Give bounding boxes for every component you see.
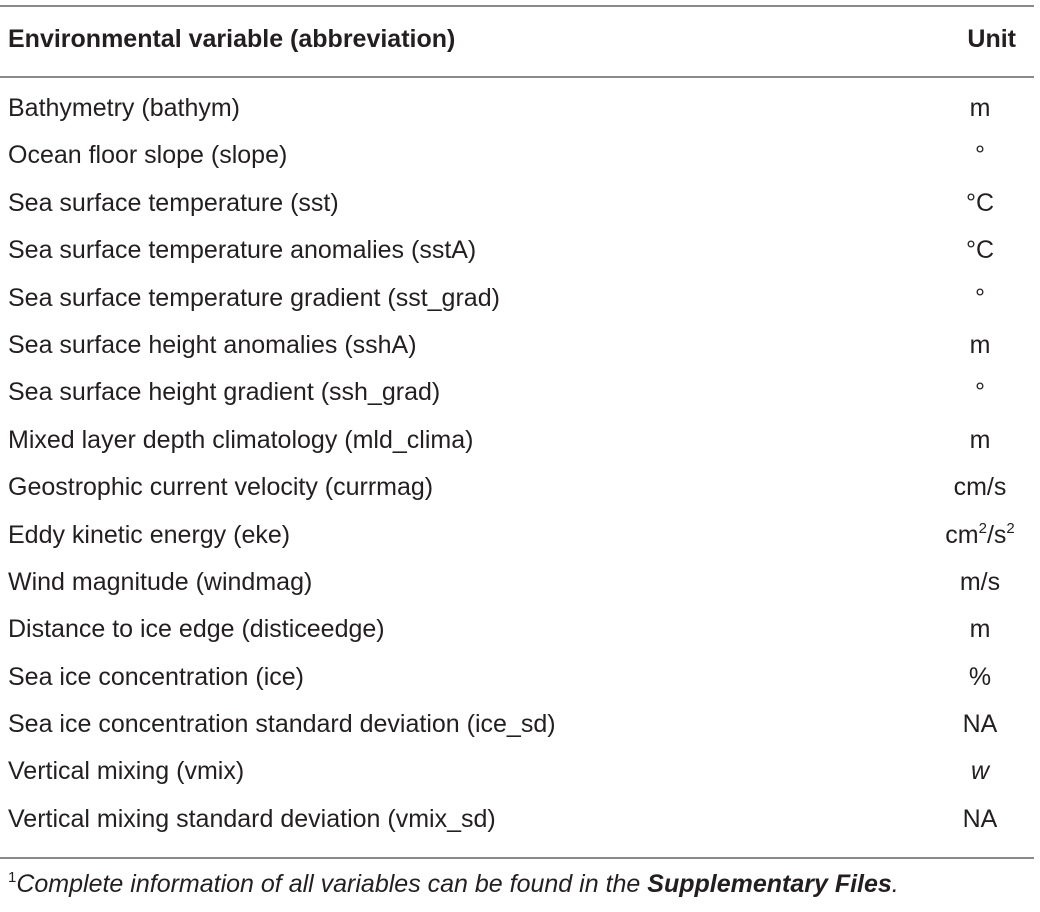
cell-unit: NA xyxy=(962,710,998,739)
table-row xyxy=(0,657,1034,704)
table-row xyxy=(0,609,1034,656)
footnote-marker: 1 xyxy=(8,869,17,886)
unit-superscript: 2 xyxy=(1006,519,1015,537)
cell-variable: Sea surface temperature (sst) xyxy=(8,188,339,217)
cell-variable: Sea ice concentration (ice) xyxy=(8,662,304,691)
table-header-row xyxy=(0,7,1034,76)
table-row xyxy=(0,467,1034,514)
cell-variable: Sea surface temperature gradient (sst_grad) xyxy=(8,283,500,312)
cell-unit: w xyxy=(970,757,990,786)
cell-variable: Vertical mixing standard deviation (vmix_sd) xyxy=(8,804,496,833)
cell-unit: m xyxy=(969,425,991,454)
cell-variable: Vertical mixing (vmix) xyxy=(8,757,245,786)
footnote-text: Complete information of all variables can be found in the xyxy=(16,870,648,898)
cell-unit: °C xyxy=(965,188,995,217)
table-footnote xyxy=(8,870,899,899)
table-row xyxy=(0,230,1034,277)
cell-variable: Sea surface height anomalies (sshA) xyxy=(8,330,417,359)
unit-base-cm: cm xyxy=(945,520,979,549)
footnote-link-text: Supplementary Files xyxy=(647,870,892,898)
cell-unit: m xyxy=(969,94,991,122)
cell-unit: cm/s xyxy=(953,473,1007,502)
table-header-rule xyxy=(0,76,1034,78)
cell-unit: °C xyxy=(965,236,995,265)
table-row xyxy=(0,515,1034,562)
cell-unit: m xyxy=(969,615,991,644)
table-row xyxy=(0,278,1034,325)
cell-variable: Ocean floor slope (slope) xyxy=(8,141,288,170)
cell-variable: Eddy kinetic energy (eke) xyxy=(8,520,291,549)
cell-variable: Bathymetry (bathym) xyxy=(8,94,241,122)
table-row xyxy=(0,372,1034,419)
cell-unit: m/s xyxy=(959,567,1001,596)
table-row xyxy=(0,799,1034,846)
cell-variable: Distance to ice edge (disticeedge) xyxy=(8,615,385,644)
unit-superscript: 2 xyxy=(978,519,987,537)
cell-variable: Geostrophic current velocity (currmag) xyxy=(8,473,434,502)
unit-base-s: /s xyxy=(986,520,1007,549)
cell-unit xyxy=(930,521,1030,550)
cell-variable: Wind magnitude (windmag) xyxy=(8,567,313,596)
header-variable: Environmental variable (abbreviation) xyxy=(8,25,456,53)
cell-variable: Sea surface temperature anomalies (sstA) xyxy=(8,236,477,265)
header-unit: Unit xyxy=(967,25,1016,53)
table-row xyxy=(0,183,1034,230)
cell-variable: Sea surface height gradient (ssh_grad) xyxy=(8,378,441,407)
cell-unit: ° xyxy=(975,141,985,170)
cell-unit: NA xyxy=(962,804,998,833)
table-row xyxy=(0,420,1034,467)
cell-unit: ° xyxy=(975,283,985,312)
cell-variable: Mixed layer depth climatology (mld_clima) xyxy=(8,425,474,454)
footnote-end: . xyxy=(891,870,899,898)
table-bottom-rule xyxy=(0,857,1034,859)
table-row xyxy=(0,325,1034,372)
table-row xyxy=(0,88,1034,135)
table-row xyxy=(0,704,1034,751)
cell-unit: ° xyxy=(975,378,985,407)
table-row xyxy=(0,751,1034,798)
cell-unit: % xyxy=(968,662,992,691)
cell-unit: m xyxy=(969,330,991,359)
table-row xyxy=(0,562,1034,609)
table-body xyxy=(0,88,1034,846)
cell-variable: Sea ice concentration standard deviation (ice_sd) xyxy=(8,710,556,739)
table-row xyxy=(0,135,1034,182)
